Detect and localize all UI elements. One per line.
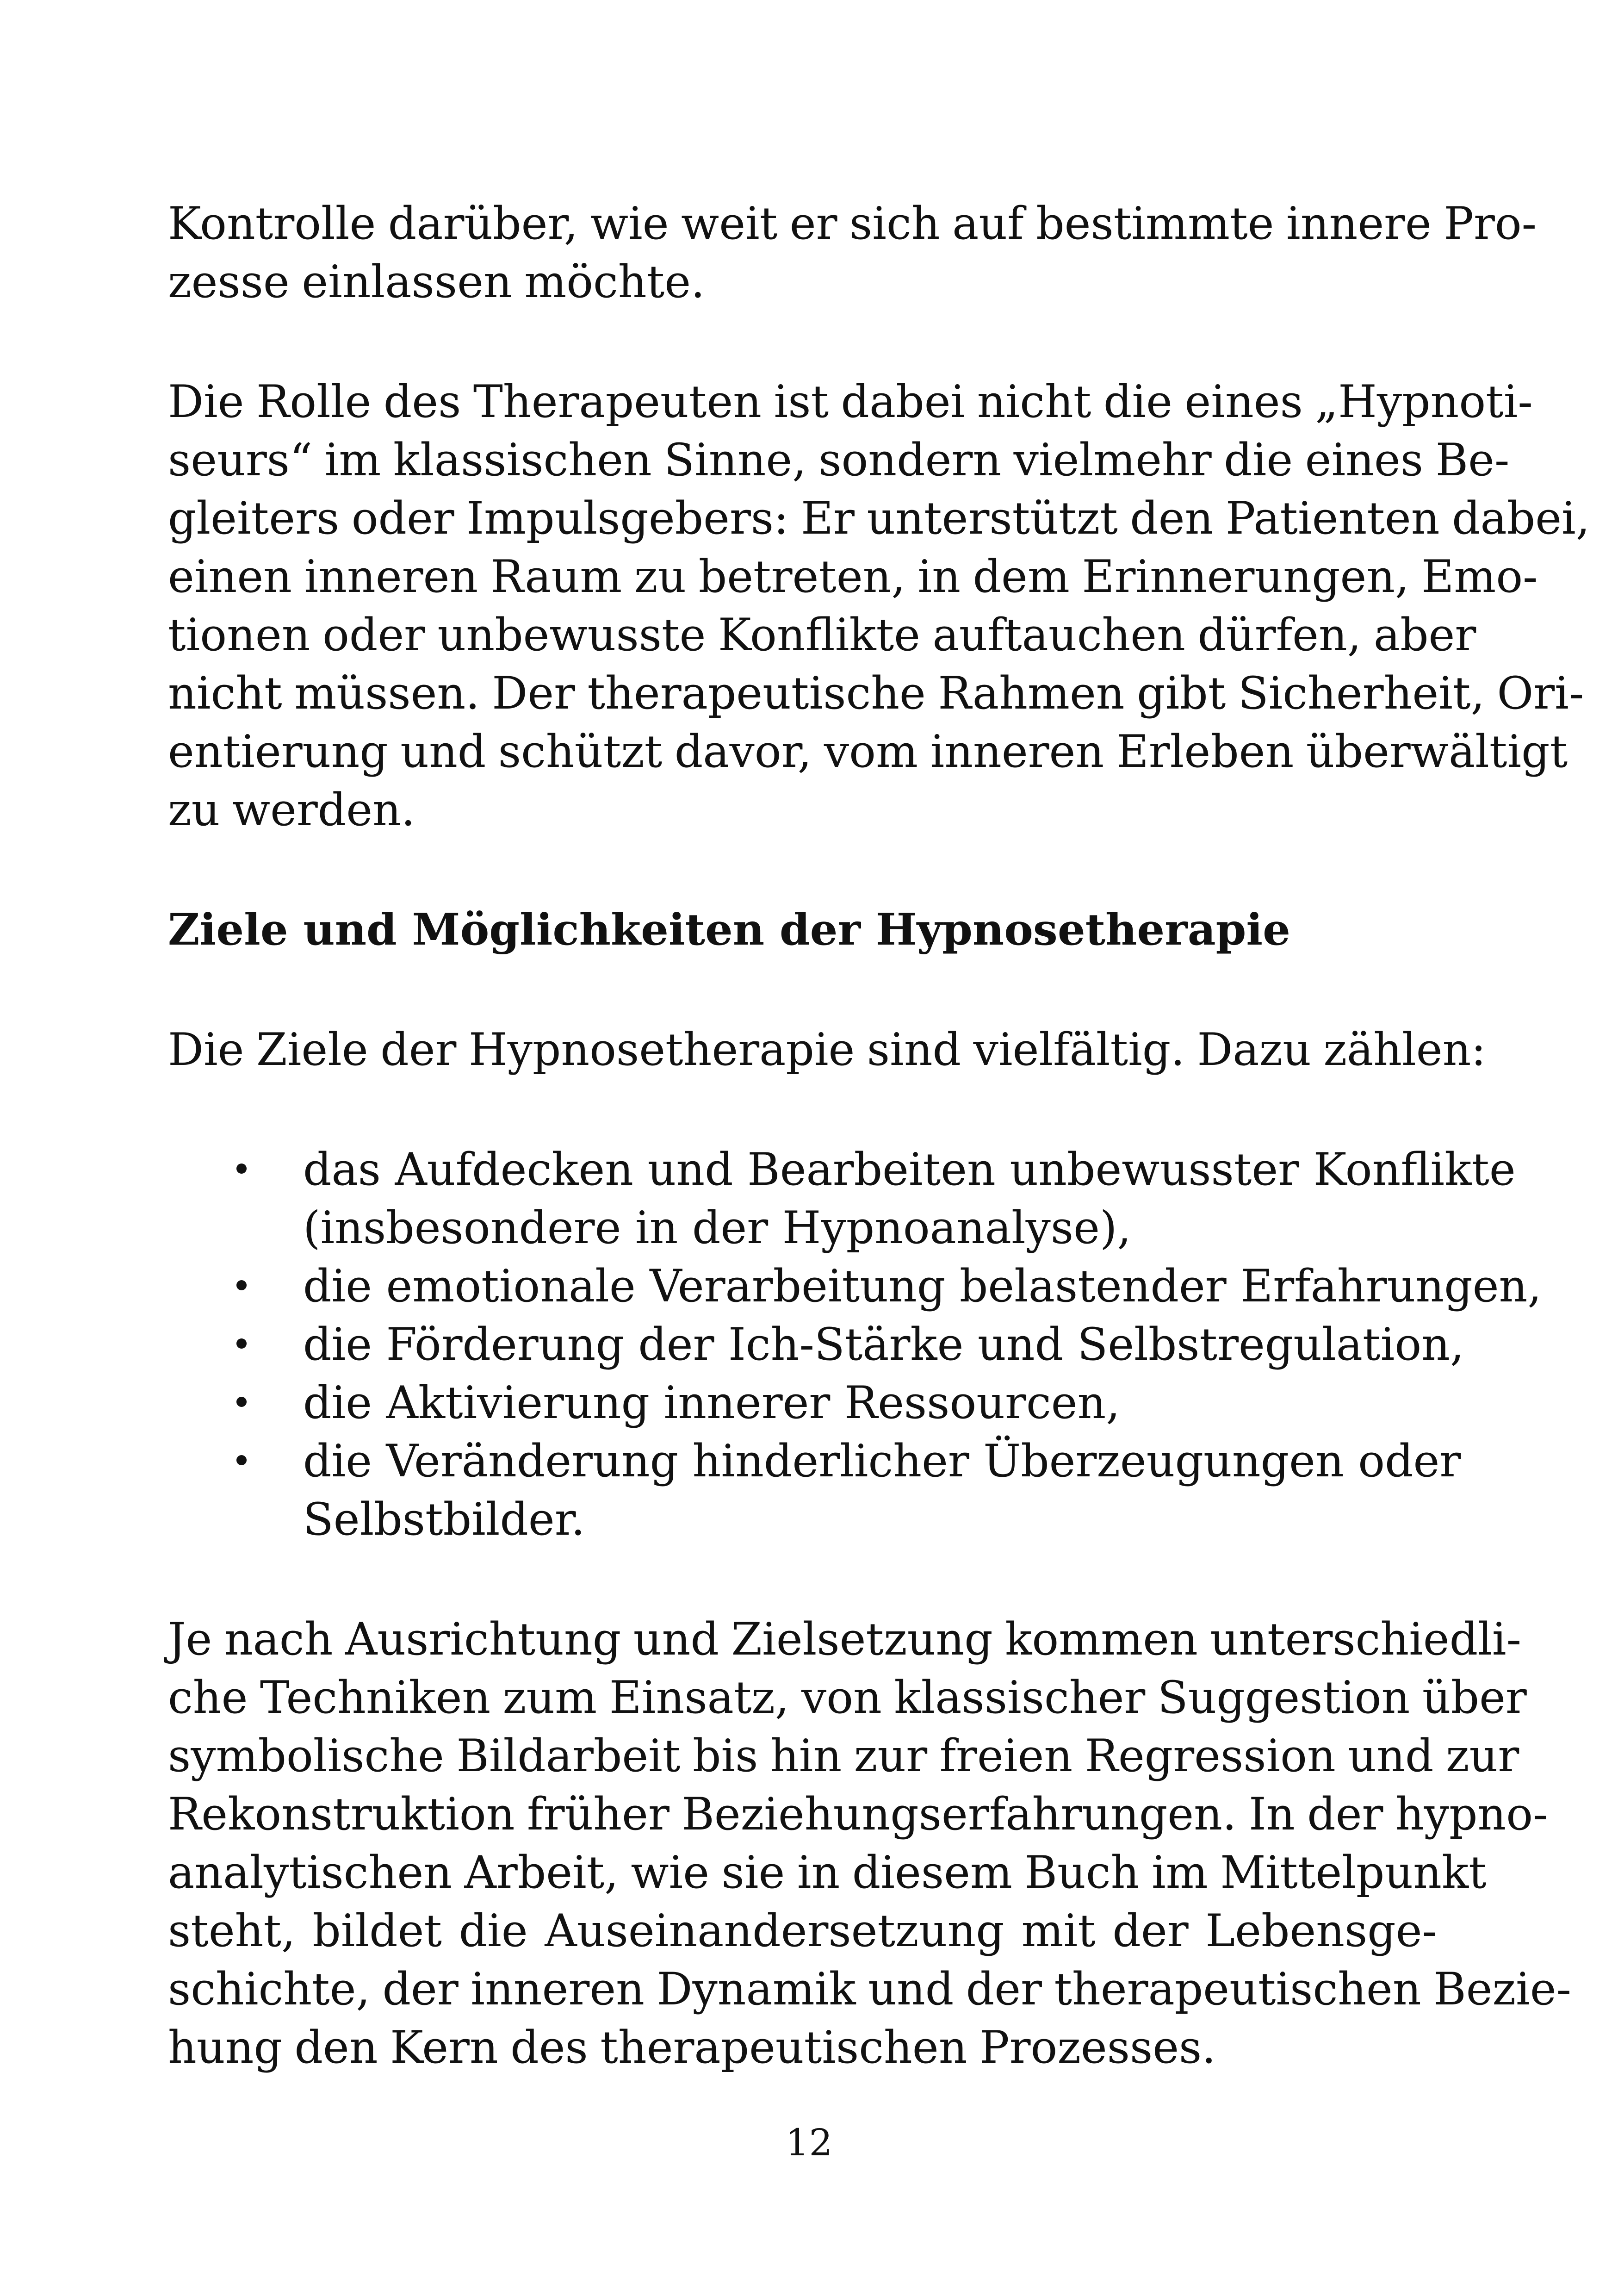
text-line: entierung und schützt davor, vom inneren Erleben überwältigt (168, 726, 1568, 778)
text-line: che Techniken zum Einsatz, von klassischer Suggestion über (168, 1672, 1527, 1724)
text-line: seurs“ im klassischen Sinne, sondern vielmehr die eines Be- (168, 434, 1510, 486)
text-line: zesse einlassen möchte. (168, 256, 705, 308)
text-line: Die Ziele der Hypnosetherapie sind vielfältig. Dazu zählen: (168, 1024, 1486, 1076)
bullet-icon (236, 1280, 247, 1290)
text-line: steht, bildet die Auseinandersetzung mit der Lebensge- (168, 1905, 1437, 1957)
text-line: die Aktivierung innerer Ressourcen, (303, 1377, 1120, 1429)
page-content (168, 194, 1590, 2077)
bullet-icon (236, 1455, 247, 1465)
text-line: Rekonstruktion früher Beziehungserfahrungen. In der hypno- (168, 1788, 1548, 1840)
text-line: Kontrolle darüber, wie weit er sich auf bestimmte innere Pro- (168, 198, 1537, 249)
text-line: analytischen Arbeit, wie sie in diesem Buch im Mittelpunkt (168, 1847, 1487, 1898)
text-line: Je nach Ausrichtung und Zielsetzung kommen unterschiedli- (168, 1613, 1521, 1665)
list-item (168, 1315, 1464, 1374)
list-item (168, 1140, 1516, 1257)
text-line: das Aufdecken und Bearbeiten unbewusster Konflikte (303, 1144, 1516, 1195)
page-number: 12 (785, 2121, 833, 2164)
text-line: die Veränderung hinderlicher Überzeugungen oder (303, 1435, 1461, 1487)
paragraph-4 (168, 1610, 1572, 2077)
text-line: hung den Kern des therapeutischen Prozesses. (168, 2022, 1216, 2073)
text-line: tionen oder unbewusste Konflikte auftauchen dürfen, aber (168, 609, 1476, 661)
paragraph-2 (168, 373, 1590, 839)
list-item (168, 1257, 1542, 1315)
text-line: nicht müssen. Der therapeutische Rahmen gibt Sicherheit, Ori- (168, 667, 1584, 719)
text-line: (insbesondere in der Hypnoanalyse), (303, 1202, 1131, 1254)
text-line: zu werden. (168, 784, 415, 836)
text-line: Selbstbilder. (303, 1493, 585, 1545)
text-line: gleiters oder Impulsgebers: Er unterstützt den Patienten dabei, (168, 492, 1590, 544)
goals-list (168, 1140, 1542, 1549)
list-item (168, 1432, 1461, 1549)
paragraph-3 (168, 1020, 1486, 1079)
section-heading: Ziele und Möglichkeiten der Hypnosetherapie (168, 904, 1290, 955)
text-line: die Förderung der Ich-Stärke und Selbstregulation, (303, 1319, 1464, 1370)
text-line: Die Rolle des Therapeuten ist dabei nicht die eines „Hypnoti- (168, 376, 1533, 428)
bullet-icon (236, 1338, 247, 1349)
text-line: symbolische Bildarbeit bis hin zur freien Regression und zur (168, 1730, 1519, 1782)
text-line: die emotionale Verarbeitung belastender Erfahrungen, (303, 1260, 1542, 1312)
bullet-icon (236, 1397, 247, 1407)
text-line: einen inneren Raum zu betreten, in dem Erinnerungen, Emo- (168, 551, 1538, 603)
list-item (168, 1374, 1437, 1432)
paragraph-1 (168, 194, 1537, 311)
text-line: schichte, der inneren Dynamik und der therapeutischen Bezie- (168, 1963, 1572, 2015)
bullet-icon (236, 1164, 247, 1174)
